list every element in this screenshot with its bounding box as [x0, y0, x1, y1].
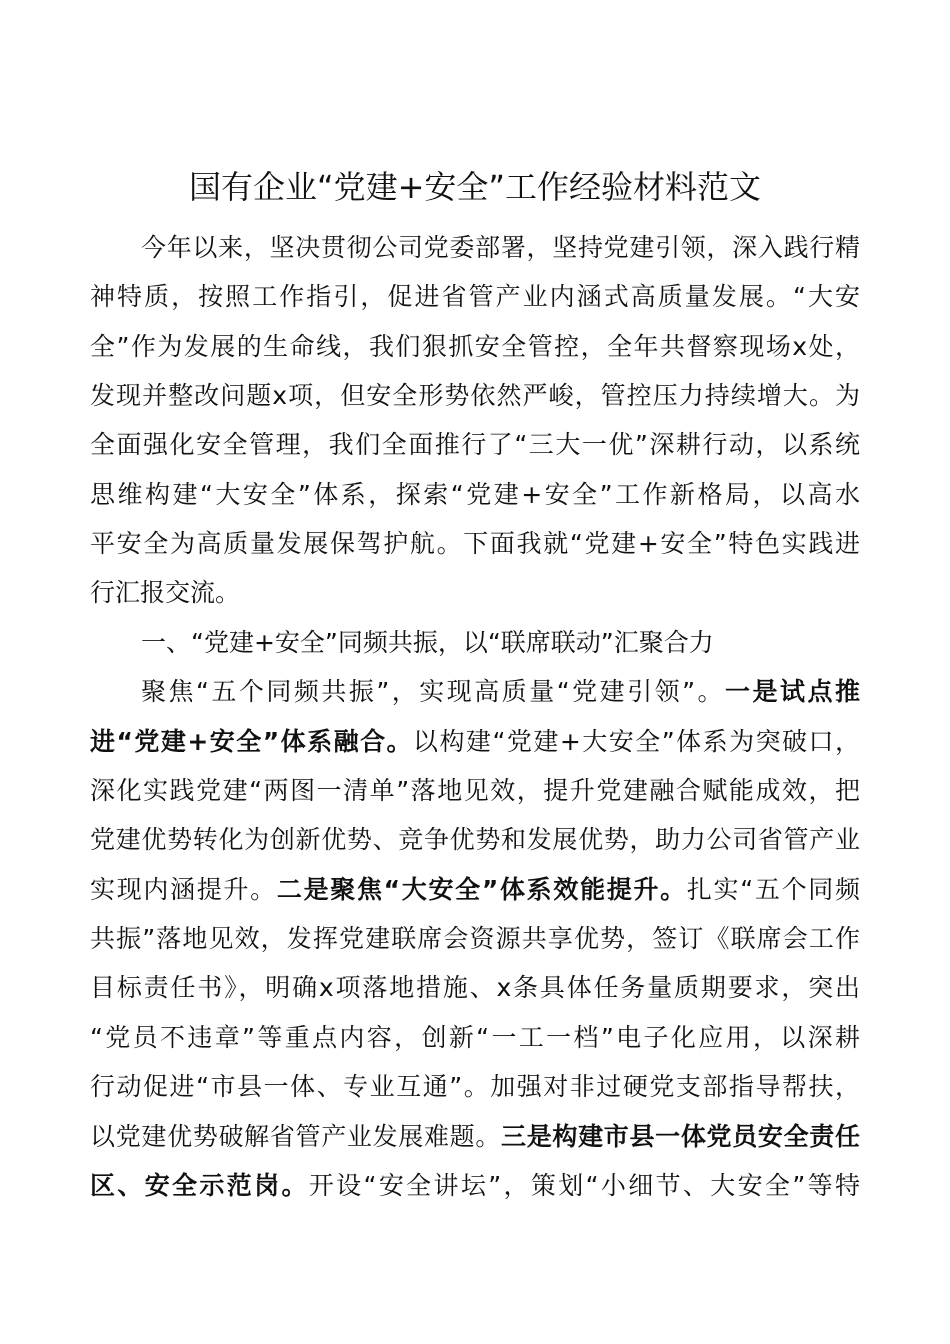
text-segment: 实现内涵提升。	[90, 875, 277, 904]
text-segment: 党建优势转化为创新优势、竞争优势和发展优势，助力公司省管产业	[90, 825, 860, 854]
paragraph-line	[90, 766, 860, 815]
text-segment: 神特质，按照工作指引，促进省管产业内涵式高质量发展。“大安	[90, 282, 860, 311]
paragraph-line	[90, 1112, 860, 1161]
paragraph-line	[90, 470, 860, 519]
paragraph-line	[90, 914, 860, 963]
text-segment: 以党建优势破解省管产业发展难题。	[90, 1122, 502, 1151]
text-segment: 扎实“五个同频	[686, 875, 860, 904]
text-segment: 发现并整改问题x项，但安全形势依然严峻，管控压力持续增大。为	[90, 381, 860, 410]
text-segment: 深化实践党建“两图一清单”落地见效，提升党建融合赋能成效，把	[90, 776, 860, 805]
text-segment: 一、“党建+安全”同频共振，以“联席联动”汇聚合力	[141, 628, 714, 657]
text-segment: 全”作为发展的生命线，我们狠抓安全管控，全年共督察现场x处，	[90, 332, 860, 361]
bold-text-segment: 区、安全示范岗。	[90, 1171, 309, 1200]
paragraph-line	[141, 223, 860, 272]
text-segment: 开设“安全讲坛”，策划“小细节、大安全”等特	[308, 1171, 860, 1200]
bold-text-segment: 一是试点推	[725, 677, 860, 706]
paragraph-line	[90, 815, 860, 864]
paragraph-line	[90, 1161, 860, 1210]
section-heading	[141, 618, 860, 667]
text-segment: 目标责任书》，明确x项落地措施、x条具体任务量质期要求，突出	[90, 973, 860, 1002]
text-segment: 聚焦“五个同频共振”，实现高质量“党建引领”。	[141, 677, 726, 706]
paragraph-line	[90, 272, 860, 321]
text-segment: “党员不违章”等重点内容，创新“一工一档”电子化应用，以深耕	[90, 1023, 860, 1052]
paragraph-line	[90, 322, 860, 371]
paragraph-line	[90, 963, 860, 1012]
bold-text-segment: 进“党建+安全”体系融合。	[90, 727, 414, 756]
paragraph-line	[90, 371, 860, 420]
text-segment: 今年以来，坚决贯彻公司党委部署，坚持党建引领，深入践行精	[141, 233, 860, 262]
document-title: 国有企业“党建+安全”工作经验材料范文	[189, 168, 761, 206]
paragraph-line	[90, 420, 860, 469]
paragraph-line	[90, 568, 860, 617]
text-segment: 以构建“党建+大安全”体系为突破口，	[413, 727, 861, 756]
text-segment: 共振”落地见效，发挥党建联席会资源共享优势，签订《联席会工作	[90, 924, 860, 953]
paragraph-line	[90, 717, 860, 766]
text-segment: 行汇报交流。	[90, 578, 241, 607]
text-segment: 全面强化安全管理，我们全面推行了“三大一优”深耕行动，以系统	[90, 430, 860, 459]
paragraph-line	[141, 667, 860, 716]
paragraph-line	[90, 1013, 860, 1062]
paragraph-line	[90, 519, 860, 568]
paragraph-line	[90, 865, 860, 914]
bold-text-segment: 三是构建市县一体党员安全责任	[501, 1122, 860, 1151]
paragraph-line	[90, 1062, 860, 1111]
text-segment: 平安全为高质量发展保驾护航。下面我就“党建+安全”特色实践进	[90, 529, 860, 558]
bold-text-segment: 二是聚焦“大安全”体系效能提升。	[276, 875, 687, 904]
text-segment: 思维构建“大安全”体系，探索“党建+安全”工作新格局，以高水	[90, 480, 860, 509]
text-segment: 行动促进“市县一体、专业互通”。加强对非过硬党支部指导帮扶，	[90, 1072, 860, 1101]
